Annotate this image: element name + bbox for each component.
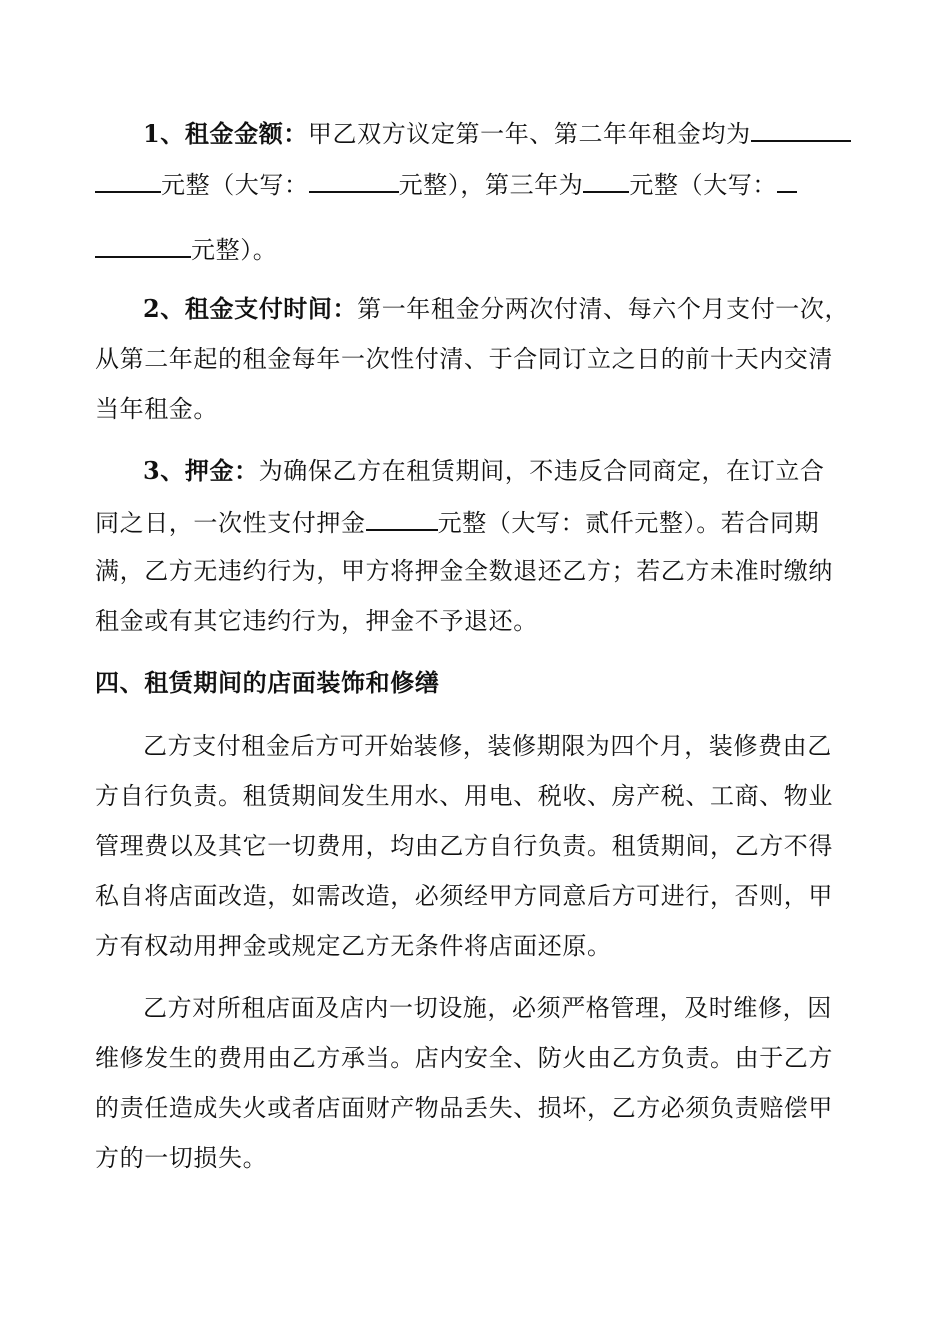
clause2-title: 2、租金支付时间： — [143, 294, 358, 323]
blank-rent-uppercase — [309, 167, 399, 193]
clause3-title: 3、押金： — [143, 456, 259, 485]
clause2-line1 — [143, 293, 849, 325]
clause3-line4: 租金或有其它违约行为，押金不予退还。 — [95, 607, 538, 635]
clause1-text3: 元整），第三年为 — [398, 171, 584, 199]
clause1-text1: 甲乙双方议定第一年、第二年年租金均为 — [307, 120, 751, 148]
section4-para1-line3: 管理费以及其它一切费用，均由乙方自行负责。租赁期间，乙方不得 — [95, 832, 833, 860]
section4-para1-line1: 乙方支付租金后方可开始装修，装修期限为四个月，装修费由乙 — [143, 732, 832, 760]
clause1-line3 — [95, 232, 277, 266]
clause3-text1: 为确保乙方在租赁期间，不违反合同商定，在订立合 — [258, 457, 825, 485]
clause1-text2: 元整（大写： — [161, 171, 309, 199]
section4-para1-line2: 方自行负责。租赁期间发生用水、用电、税收、房产税、工商、物业 — [95, 782, 833, 810]
clause3-text2a: 同之日，一次性支付押金 — [95, 509, 366, 537]
clause2-text1: 第一年租金分两次付清、每六个月支付一次， — [357, 295, 850, 323]
blank-rent-year3-uppercase-cont — [95, 232, 191, 258]
blank-rent-year3 — [583, 167, 629, 193]
section4-para1-line4: 私自将店面改造，如需改造，必须经甲方同意后方可进行，否则，甲 — [95, 882, 833, 910]
blank-deposit — [366, 505, 438, 531]
clause2-line3: 当年租金。 — [95, 395, 218, 423]
section4-heading: 四、租赁期间的店面装饰和修缮 — [95, 668, 440, 697]
clause1-line1 — [143, 116, 851, 150]
section4-para2-line1: 乙方对所租店面及店内一切设施，必须严格管理，及时维修，因 — [143, 994, 832, 1022]
clause3-text2b: 元整（大写：贰仟元整）。若合同期 — [437, 509, 820, 537]
clause1-line2 — [95, 167, 797, 201]
clause3-line2 — [95, 505, 819, 539]
section4-para2-line4: 方的一切损失。 — [95, 1144, 268, 1172]
blank-rent-amount-cont — [95, 167, 161, 193]
section4-para1-line5: 方有权动用押金或规定乙方无条件将店面还原。 — [95, 932, 612, 960]
blank-rent-year3-uppercase — [777, 167, 797, 193]
blank-rent-year1-2 — [751, 116, 851, 142]
clause1-title: 1、租金金额： — [143, 119, 308, 148]
clause3-line3: 满，乙方无违约行为，甲方将押金全数退还乙方；若乙方未准时缴纳 — [95, 557, 833, 585]
section4-para2-line3: 的责任造成失火或者店面财产物品丢失、损坏，乙方必须负责赔偿甲 — [95, 1094, 833, 1122]
section4-para2-line2: 维修发生的费用由乙方承当。店内安全、防火由乙方负责。由于乙方 — [95, 1044, 833, 1072]
clause1-text5: 元整）。 — [191, 236, 278, 264]
clause3-line1 — [143, 455, 825, 487]
clause2-line2: 从第二年起的租金每年一次性付清、于合同订立之日的前十天内交清 — [95, 345, 833, 373]
clause1-text4: 元整（大写： — [629, 171, 778, 199]
